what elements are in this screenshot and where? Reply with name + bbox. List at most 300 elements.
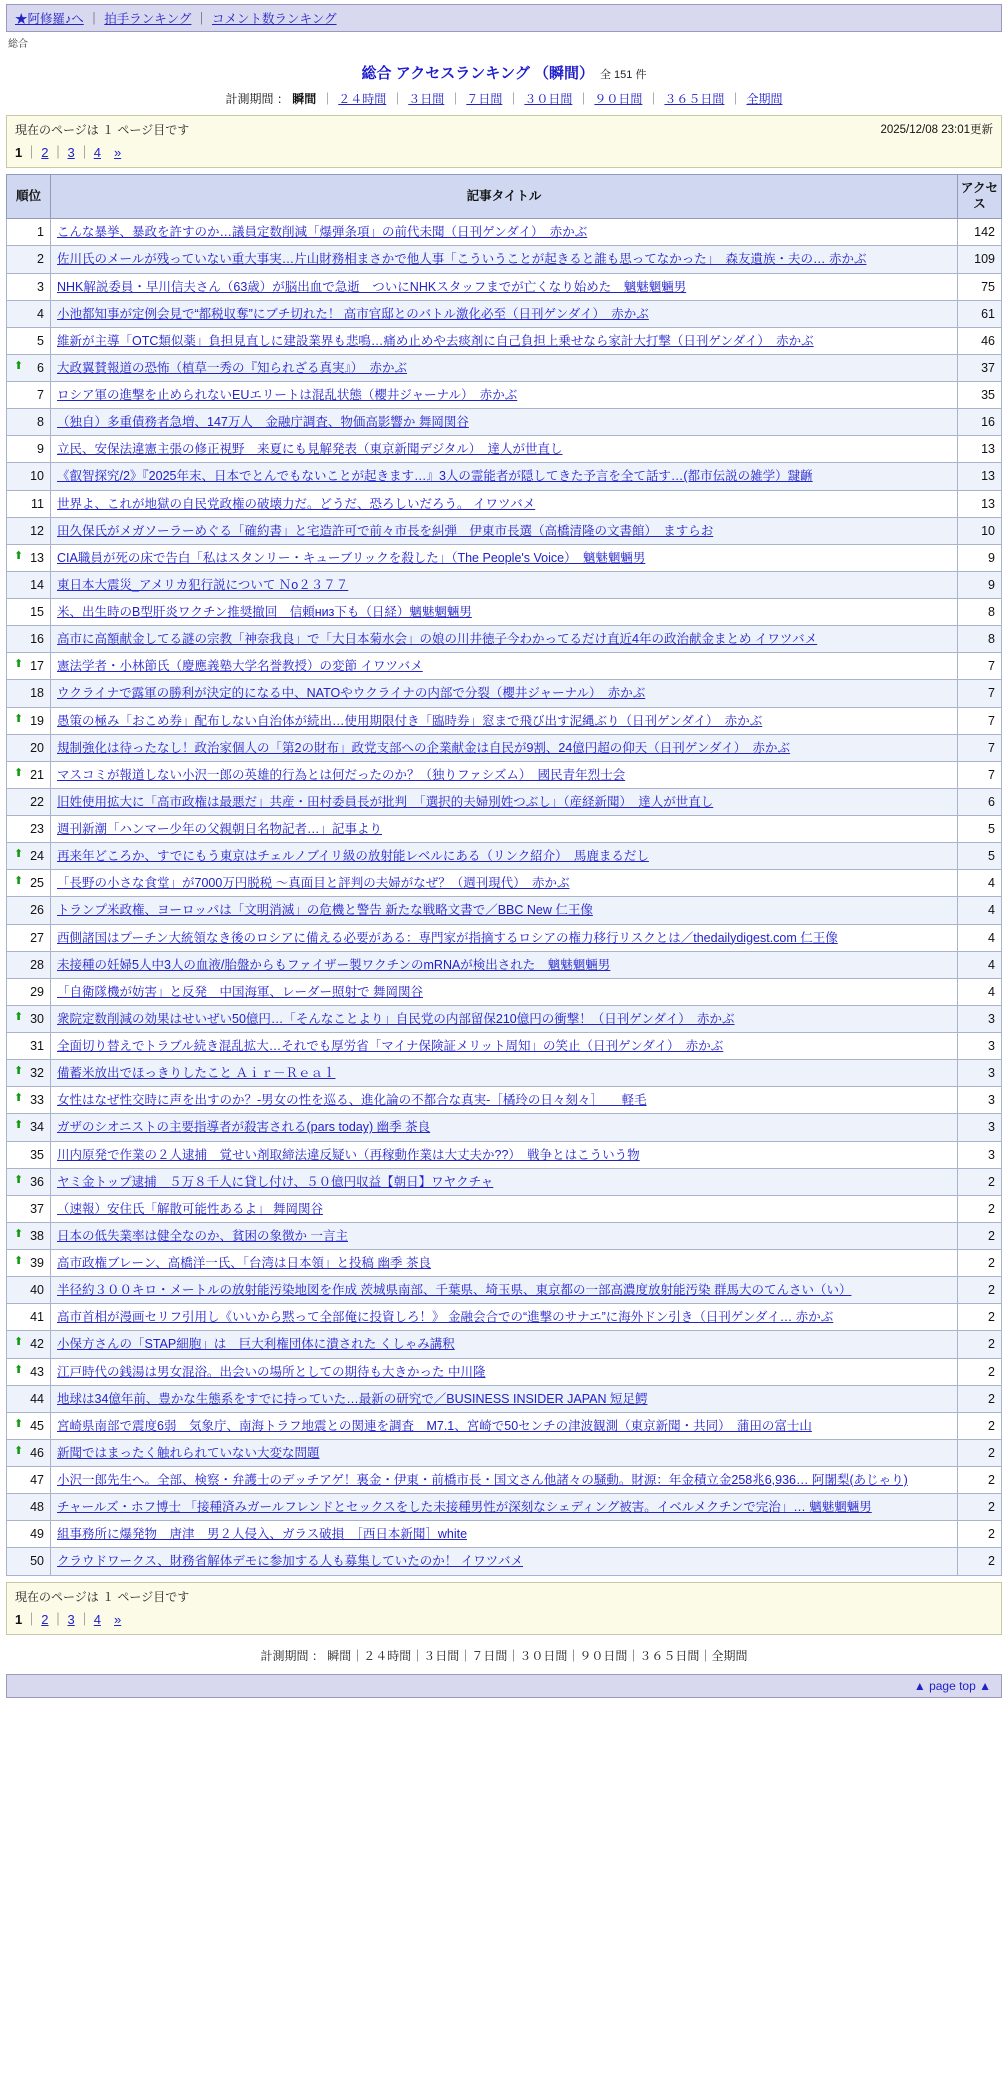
article-link[interactable]: こんな暴挙、暴政を許すのか…議員定数削減「爆弾条項」の前代未聞（日刊ゲンダイ） 赤かぶ <box>57 225 588 240</box>
access-count-cell: 2 <box>958 1439 1002 1466</box>
title-cell <box>51 571 958 598</box>
article-link[interactable]: 憲法学者・小林節氏（慶應義塾大学名誉教授）の変節 イワツバメ <box>57 659 423 674</box>
rank-cell <box>7 1168 51 1195</box>
period-bar-b4: ｜ <box>507 1648 520 1663</box>
rank-cell <box>7 354 51 381</box>
article-link[interactable]: 衆院定数削減の効果はせいぜい50億円…「そんなことより」自民党の内部留保210億円の衝撃！（日刊ゲンダイ） 赤かぶ <box>57 1011 735 1026</box>
rank-cell <box>7 1087 51 1114</box>
rank-number: 13 <box>30 550 44 565</box>
title-cell <box>51 300 958 327</box>
access-count-cell: 7 <box>958 707 1002 734</box>
table-row <box>7 490 1002 517</box>
rank-number: 21 <box>30 767 44 782</box>
rank-number: 4 <box>37 306 44 321</box>
rank-cell <box>7 1060 51 1087</box>
rank-number: 23 <box>30 822 44 836</box>
access-count-cell: 2 <box>958 1277 1002 1304</box>
rank-cell <box>7 1033 51 1060</box>
rank-cell <box>7 1521 51 1548</box>
title-cell <box>51 816 958 843</box>
page-link-2-bottom[interactable]: 2 <box>41 1611 49 1627</box>
rank-cell <box>7 707 51 734</box>
rank-cell <box>7 1005 51 1032</box>
period-option-24h-bottom[interactable]: ２４時間 <box>363 1648 412 1663</box>
page-root <box>0 4 1008 1698</box>
title-cell <box>51 409 958 436</box>
rank-up-arrow-icon: ⬆ <box>14 1092 24 1105</box>
table-row <box>7 219 1002 246</box>
table-row <box>7 1060 1002 1087</box>
rank-number: 5 <box>37 333 44 348</box>
table-row <box>7 1168 1002 1195</box>
article-link[interactable]: 立民、安保法違憲主張の修正視野 来夏にも見解発表（東京新聞デジタル） 達人が世直し <box>57 442 563 457</box>
article-link[interactable]: 《叡智探究/2》『2025年末、日本でとんでもないことが起きます…』3人の霊能者が隠してきた予言を全て話す…(都市伝説の雑学）靆齭 <box>57 469 813 484</box>
rank-number: 37 <box>30 1201 44 1216</box>
period-bar-b6: ｜ <box>627 1648 640 1663</box>
rank-number: 35 <box>30 1147 44 1162</box>
rank-cell <box>7 897 51 924</box>
article-link[interactable]: 「長野の小さな食堂」が7000万円脱税 ～真面目と評判の夫婦がなぜ？（週刊現代） 赤かぶ <box>57 876 570 891</box>
rank-cell <box>7 1114 51 1141</box>
article-link[interactable]: NHK解説委員・早川信夫さん（63歳）が脳出血で急逝 ついにNHKスタッフまでが亡くなり始めた 魑魅魍魎男 <box>57 279 687 294</box>
title-cell <box>51 1521 958 1548</box>
period-bar-t1: ｜ <box>321 92 334 106</box>
access-count-cell: 2 <box>958 1548 1002 1575</box>
title-cell <box>51 1494 958 1521</box>
table-row <box>7 897 1002 924</box>
period-selector-bottom <box>0 1647 1008 1664</box>
title-cell <box>51 924 958 951</box>
rank-cell <box>7 327 51 354</box>
pager-bar-t3: ｜ <box>77 145 91 160</box>
rank-up-arrow-icon: ⬆ <box>14 1336 24 1349</box>
rank-number: 39 <box>30 1256 44 1270</box>
article-link[interactable]: 維新が主導「OTC類似薬」負担見直しに建設業界も悲鳴…痛め止めや去痰剤に自己負担上乗せなら家計大打撃（日刊ゲンダイ） 赤かぶ <box>57 333 814 348</box>
period-bar-t5: ｜ <box>577 92 590 106</box>
rank-cell <box>7 1141 51 1168</box>
access-count-cell: 61 <box>958 300 1002 327</box>
access-count-cell: 9 <box>958 571 1002 598</box>
table-row <box>7 1277 1002 1304</box>
title-cell <box>51 219 958 246</box>
title-cell <box>51 273 958 300</box>
period-option-3d-bottom[interactable]: ３日間 <box>423 1648 460 1663</box>
access-count-cell: 142 <box>958 219 1002 246</box>
table-row <box>7 734 1002 761</box>
table-row <box>7 951 1002 978</box>
rank-up-arrow-icon: ⬆ <box>14 1227 24 1240</box>
article-link[interactable]: ヤミ金トップ逮捕 ５万８千人に貸し付け、５０億円収益【朝日】ワヤクチャ <box>57 1174 494 1189</box>
rank-cell <box>7 1250 51 1277</box>
rank-cell <box>7 246 51 273</box>
period-option-365d-bottom[interactable]: ３６５日間 <box>639 1648 700 1663</box>
rank-cell <box>7 1304 51 1331</box>
rank-number: 41 <box>30 1310 44 1325</box>
access-count-cell: 4 <box>958 924 1002 951</box>
rank-number: 48 <box>30 1500 44 1515</box>
access-count-cell: 75 <box>958 273 1002 300</box>
access-count-cell: 3 <box>958 1033 1002 1060</box>
title-cell <box>51 544 958 571</box>
article-link[interactable]: 江戸時代の銭湯は男女混浴。出会いの場所としての期待も大きかった 中川隆 <box>57 1364 486 1379</box>
title-cell <box>51 626 958 653</box>
access-count-cell: 8 <box>958 626 1002 653</box>
rank-cell <box>7 1331 51 1358</box>
table-row <box>7 544 1002 571</box>
period-bar-b1: ｜ <box>351 1648 364 1663</box>
rank-number: 8 <box>37 415 44 430</box>
rank-cell <box>7 463 51 490</box>
rank-number: 24 <box>30 849 44 864</box>
article-link[interactable]: 地球は34億年前、豊かな生態系をすでに持っていた…最新の研究で／BUSINESS INSIDER JAPAN 短足鰐 <box>57 1391 648 1406</box>
table-row <box>7 327 1002 354</box>
rank-cell <box>7 517 51 544</box>
article-link[interactable]: ガザのシオニストの主要指導者が殺害される(pars today) 幽季 茶良 <box>57 1120 431 1135</box>
article-link[interactable]: ロシア軍の進撃を止められないEUエリートは混乱状態（櫻井ジャーナル） 赤かぶ <box>57 388 518 402</box>
article-link[interactable]: 新聞ではまったく触れられていない大変な問題 <box>57 1445 320 1460</box>
article-link[interactable]: 田久保氏がメガソーラーめぐる「確約書」と宅造許可で前々市長を糾弾 伊東市長選（高橋清隆の文書館） ますらお <box>57 523 714 538</box>
rank-cell <box>7 599 51 626</box>
period-option-90d-top[interactable]: ９０日間 <box>594 92 643 106</box>
nav-separator-1: ｜ <box>87 12 101 26</box>
rank-cell <box>7 1412 51 1439</box>
title-cell <box>51 680 958 707</box>
rank-up-arrow-icon: ⬆ <box>14 1010 24 1023</box>
rank-number: 50 <box>30 1554 44 1569</box>
pagination-top <box>15 142 993 161</box>
rank-number: 34 <box>30 1120 44 1135</box>
rank-number: 32 <box>30 1066 44 1081</box>
article-link[interactable]: 女性はなぜ性交時に声を出すのか？-男女の性を巡る、進化論の不都合な真実-［橘玲の日々刻々］ 軽毛 <box>57 1093 647 1108</box>
table-row <box>7 517 1002 544</box>
table-row <box>7 680 1002 707</box>
article-link[interactable]: 世界よ、これが地獄の自民党政権の破壊力だ。どうだ、恐ろしいだろう。 イワツバメ <box>57 496 536 511</box>
page-link-3-bottom[interactable]: 3 <box>67 1611 75 1627</box>
table-row <box>7 1087 1002 1114</box>
access-count-cell: 37 <box>958 354 1002 381</box>
table-row <box>7 653 1002 680</box>
table-row <box>7 788 1002 815</box>
table-row <box>7 382 1002 409</box>
article-link[interactable]: 愚策の極み「おこめ券」配布しない自治体が続出…使用期限付き「臨時券」窓まで飛び出す泥縄ぶり（日刊ゲンダイ） 赤かぶ <box>57 713 763 728</box>
title-cell <box>51 1331 958 1358</box>
rank-up-arrow-icon: ⬆ <box>14 359 24 372</box>
period-option-30d-top[interactable]: ３０日間 <box>524 92 573 106</box>
rank-number: 6 <box>37 360 44 375</box>
title-cell <box>51 354 958 381</box>
rank-number: 25 <box>30 876 44 891</box>
rank-number: 10 <box>30 469 44 484</box>
article-link[interactable]: 全面切り替えでトラブル続き混乱拡大…それでも厚労省「マイナ保険証メリット周知」の笑止（日刊ゲンダイ） 赤かぶ <box>57 1039 724 1053</box>
table-row <box>7 816 1002 843</box>
article-link[interactable]: マスコミが報道しない小沢一郎の英雄的行為とは何だったのか？（独りファシズム） 國民青年烈士会 <box>57 767 626 782</box>
pager-bar-b2: ｜ <box>51 1611 65 1627</box>
period-option-7d-top[interactable]: ７日間 <box>466 92 503 106</box>
access-count-cell: 9 <box>958 544 1002 571</box>
title-cell <box>51 1195 958 1222</box>
table-row <box>7 1005 1002 1032</box>
table-row <box>7 1114 1002 1141</box>
period-option-3d-top[interactable]: ３日間 <box>408 92 445 106</box>
article-link[interactable]: 半径約３００キロ・メートルの放射能汚染地図を作成 茨城県南部、千葉県、埼玉県、東京都の一部高濃度放射能汚染 群馬大のてんさい（い） <box>57 1283 852 1298</box>
article-link[interactable]: 小池都知事が定例会見で“都税収奪”にブチ切れた！ 高市官邸とのバトル激化必至（日刊ゲンダイ） 赤かぶ <box>57 306 649 321</box>
pager-bar-b3: ｜ <box>77 1611 91 1627</box>
access-count-cell: 2 <box>958 1467 1002 1494</box>
title-cell <box>51 978 958 1005</box>
access-count-cell: 2 <box>958 1358 1002 1385</box>
table-row <box>7 354 1002 381</box>
table-row <box>7 1033 1002 1060</box>
article-link[interactable]: 宮崎県南部で震度6弱 気象庁、南海トラフ地震との関連を調査 M7.1、宮崎で50センチの津波観測（東京新聞・共同） 蒲田の富士山 <box>57 1418 812 1433</box>
table-row <box>7 1222 1002 1249</box>
article-link[interactable]: 佐川氏のメールが残っていない重大事実…片山財務相まさかで他人事「こういうことが起きると誰も思ってなかった」 森友遺族・夫の… 赤かぶ <box>57 252 867 267</box>
table-row <box>7 761 1002 788</box>
access-count-cell: 2 <box>958 1521 1002 1548</box>
rank-number: 2 <box>37 252 44 267</box>
rank-number: 45 <box>30 1418 44 1433</box>
page-link-2-top[interactable]: 2 <box>41 145 49 160</box>
table-row <box>7 300 1002 327</box>
page-link-4-bottom[interactable]: 4 <box>93 1611 101 1627</box>
article-link[interactable]: 西側諸国はプーチン大統領なき後のロシアに備える必要がある：専門家が指摘するロシアの権力移行リスクとは／thedailydigest.com 仁王像 <box>57 930 838 945</box>
access-count-cell: 16 <box>958 409 1002 436</box>
period-bar-t2: ｜ <box>391 92 404 106</box>
rank-cell <box>7 734 51 761</box>
table-row <box>7 626 1002 653</box>
page-link-3-top[interactable]: 3 <box>67 145 75 160</box>
period-selector-top <box>0 90 1008 107</box>
rank-number: 29 <box>30 984 44 999</box>
article-link[interactable]: 高市政権ブレーン、高橋洋一氏、「台湾は日本領」と投稿 幽季 茶良 <box>57 1256 431 1270</box>
title-cell <box>51 517 958 544</box>
title-cell <box>51 1005 958 1032</box>
access-count-cell: 10 <box>958 517 1002 544</box>
title-cell <box>51 599 958 626</box>
rank-number: 22 <box>30 794 44 809</box>
rank-number: 26 <box>30 903 44 918</box>
rank-cell <box>7 1494 51 1521</box>
rank-cell <box>7 1222 51 1249</box>
rank-cell <box>7 1548 51 1575</box>
article-link[interactable]: 「自衛隊機が妨害」と反発 中国海軍、レーダー照射で 舞岡関谷 <box>57 984 423 999</box>
rank-cell <box>7 1277 51 1304</box>
rank-cell <box>7 300 51 327</box>
article-link[interactable]: 米、出生時のB型肝炎ワクチン推奨撤回 信頼низ下も（日経）魑魅魍魎男 <box>57 605 472 619</box>
title-cell <box>51 761 958 788</box>
rank-number: 30 <box>30 1011 44 1026</box>
title-cell <box>51 490 958 517</box>
article-link[interactable]: 東日本大震災_アメリカ犯行説について Ｎo２３７７ <box>57 577 349 592</box>
access-count-cell: 13 <box>958 463 1002 490</box>
table-row <box>7 1304 1002 1331</box>
rank-cell <box>7 436 51 463</box>
period-option-7d-bottom[interactable]: ７日間 <box>471 1648 508 1663</box>
period-option-24h-top[interactable]: ２４時間 <box>338 92 387 106</box>
rank-cell <box>7 490 51 517</box>
article-link[interactable]: 週刊新潮「ハンマー少年の父親朝日名物記者…」記事より <box>57 822 383 836</box>
article-link[interactable]: 川内原発で作業の２人逮捕 覚せい剤取締法違反疑い（再稼動作業は大丈夫か??） 戦争とはこういう物 <box>57 1147 640 1162</box>
rank-number: 7 <box>37 388 44 402</box>
article-link[interactable]: 旧姓使用拡大に「高市政権は最悪だ」共産・田村委員長が批判 「選択的夫婦別姓つぶし」（産経新聞） 達人が世直し <box>57 794 714 809</box>
ranking-table <box>6 174 1002 1576</box>
rank-cell <box>7 1439 51 1466</box>
table-row <box>7 1521 1002 1548</box>
title-cell <box>51 1114 958 1141</box>
rank-cell <box>7 1195 51 1222</box>
nav-link-home[interactable]: ★阿修羅♪へ <box>15 12 84 26</box>
access-count-cell: 7 <box>958 653 1002 680</box>
pager-bar-t2: ｜ <box>51 145 65 160</box>
rank-up-arrow-icon: ⬆ <box>14 1363 24 1376</box>
table-row <box>7 463 1002 490</box>
nav-separator-2: ｜ <box>195 12 208 26</box>
column-header-rank: 順位 <box>7 175 51 219</box>
article-link[interactable]: 小沢一郎先生へ。全部、検察・弁護士のデッチアゲ！裏金・伊東・前橋市長・国文さん他諸々の騒動。財源：年金積立金258兆6,936… 阿闍梨(あじゃり) <box>57 1473 908 1487</box>
rank-number: 38 <box>30 1228 44 1243</box>
article-link[interactable]: 大政翼賛報道の恐怖（植草一秀の『知られざる真実』） 赤かぶ <box>57 360 408 375</box>
access-count-cell: 4 <box>958 951 1002 978</box>
period-option-all-top[interactable]: 全期間 <box>746 92 783 106</box>
rank-cell <box>7 382 51 409</box>
table-row <box>7 1467 1002 1494</box>
access-count-cell: 2 <box>958 1304 1002 1331</box>
rank-up-arrow-icon: ⬆ <box>14 1065 24 1078</box>
article-link[interactable]: 再来年どころか、すでにもう東京はチェルノブイリ級の放射能レベルにある（リンク紹介） 馬鹿まるだし <box>57 849 649 864</box>
table-row <box>7 1195 1002 1222</box>
rank-number: 42 <box>30 1337 44 1352</box>
table-row <box>7 1494 1002 1521</box>
access-count-cell: 7 <box>958 680 1002 707</box>
rank-up-arrow-icon: ⬆ <box>14 549 24 562</box>
access-count-cell: 4 <box>958 978 1002 1005</box>
page-top-link[interactable]: ▲ page top ▲ <box>913 1678 991 1693</box>
rank-number: 1 <box>37 225 44 240</box>
title-cell <box>51 1304 958 1331</box>
table-row <box>7 924 1002 951</box>
rank-number: 28 <box>30 957 44 972</box>
table-row <box>7 1358 1002 1385</box>
table-row <box>7 1439 1002 1466</box>
article-link[interactable]: 組事務所に爆発物 唐津 男２人侵入、ガラス破損 ［西日本新聞］white <box>57 1527 468 1542</box>
article-link[interactable]: （速報）安住氏「解散可能性あるよ」 舞岡関谷 <box>57 1201 323 1216</box>
table-row <box>7 870 1002 897</box>
rank-number: 49 <box>30 1527 44 1542</box>
article-link[interactable]: 小保方さんの「STAP細胞」は 巨大利権団体に潰された くしゃみ講釈 <box>57 1337 455 1352</box>
rank-up-arrow-icon: ⬆ <box>14 1173 24 1186</box>
period-option-90d-bottom[interactable]: ９０日間 <box>579 1648 628 1663</box>
rank-cell <box>7 1358 51 1385</box>
article-link[interactable]: ウクライナで露軍の勝利が決定的になる中、NATOやウクライナの内部で分裂（櫻井ジャーナル） 赤かぶ <box>57 686 646 701</box>
access-count-cell: 3 <box>958 1005 1002 1032</box>
access-count-cell: 4 <box>958 870 1002 897</box>
access-count-cell: 3 <box>958 1141 1002 1168</box>
title-cell <box>51 734 958 761</box>
title-cell <box>51 436 958 463</box>
period-option-365d-top[interactable]: ３６５日間 <box>664 92 725 106</box>
breadcrumb: 総合 <box>8 39 28 50</box>
article-link[interactable]: クラウドワークス、財務省解体デモに参加する人も募集していたのか！ イワツバメ <box>57 1554 523 1569</box>
last-updated-top: 2025/12/08 23:01更新 <box>880 124 993 136</box>
period-option-all-bottom[interactable]: 全期間 <box>711 1648 748 1663</box>
title-cell <box>51 1141 958 1168</box>
title-cell <box>51 1467 958 1494</box>
period-bar-t7: ｜ <box>729 92 742 106</box>
table-row <box>7 1385 1002 1412</box>
rank-number: 27 <box>30 930 44 945</box>
article-link[interactable]: 高市首相が漫画セリフ引用し《いいから黙って全部俺に投資しろ！》 金融会合での“進撃のサナエ”に海外ドン引き（日刊ゲンダイ… 赤かぶ <box>57 1310 834 1325</box>
title-cell <box>51 1358 958 1385</box>
access-count-cell: 7 <box>958 761 1002 788</box>
access-count-cell: 5 <box>958 843 1002 870</box>
table-body <box>7 219 1002 1575</box>
article-link[interactable]: 規制強化は待ったなし！政治家個人の「第2の財布」政党支部への企業献金は自民が9割、24億円超の仰天（日刊ゲンダイ） 赤かぶ <box>57 740 791 755</box>
table-row <box>7 571 1002 598</box>
access-count-cell: 6 <box>958 788 1002 815</box>
access-count-cell: 109 <box>958 246 1002 273</box>
article-link[interactable]: チャールズ・ホフ博士 「接種済みガールフレンドとセックスをした未接種男性が深刻なシェディング被害。イベルメクチンで完治」… 魑魅魍魎男 <box>57 1500 872 1515</box>
rank-number: 16 <box>30 632 44 647</box>
period-option-30d-bottom[interactable]: ３０日間 <box>519 1648 568 1663</box>
total-count: 全 151 件 <box>599 69 647 81</box>
table-row <box>7 1250 1002 1277</box>
access-count-cell: 5 <box>958 816 1002 843</box>
page-title: 総合 アクセスランキング （瞬間） <box>361 65 594 82</box>
period-label-bottom: 計測期間 ： <box>260 1648 324 1663</box>
table-row <box>7 409 1002 436</box>
title-cell <box>51 246 958 273</box>
article-link[interactable]: CIA職員が死の床で告白「私はスタンリー・キューブリックを殺した」（The People's Voice） 魑魅魍魎男 <box>57 550 646 565</box>
article-link[interactable]: トランプ米政権、ヨーロッパは「文明消滅」の危機と警告 新たな戦略文書で／BBC New 仁王像 <box>57 903 593 918</box>
period-bar-b7: ｜ <box>699 1648 712 1663</box>
access-count-cell: 8 <box>958 599 1002 626</box>
rank-cell <box>7 788 51 815</box>
current-page-text-top: 現在のページは １ ページ目です <box>15 123 190 137</box>
page-link-4-top[interactable]: 4 <box>93 145 101 160</box>
access-count-cell: 4 <box>958 897 1002 924</box>
article-link[interactable]: 備蓄米放出でほっきりしたこと Ａｉｒ－Ｒｅａｌ <box>57 1066 336 1081</box>
title-cell <box>51 870 958 897</box>
article-link[interactable]: 日本の低失業率は健全なのか、貧困の象徴か 一言主 <box>57 1228 348 1243</box>
rank-cell <box>7 626 51 653</box>
rank-number: 46 <box>30 1445 44 1460</box>
access-count-cell: 7 <box>958 734 1002 761</box>
rank-up-arrow-icon: ⬆ <box>14 875 24 888</box>
article-link[interactable]: 未接種の妊婦5人中3人の血液/胎盤からもファイザー製ワクチンのmRNAが検出された 魑魅魍魎男 <box>57 957 611 972</box>
access-count-cell: 3 <box>958 1087 1002 1114</box>
rank-cell <box>7 653 51 680</box>
page-next-bottom[interactable]: » <box>114 1611 122 1627</box>
rank-cell <box>7 978 51 1005</box>
access-count-cell: 2 <box>958 1412 1002 1439</box>
rank-number: 12 <box>30 523 44 538</box>
table-row <box>7 1141 1002 1168</box>
nav-link-comment-ranking[interactable]: コメント数ランキング <box>211 12 337 26</box>
period-bar-b5: ｜ <box>567 1648 580 1663</box>
access-count-cell: 13 <box>958 436 1002 463</box>
rank-number: 43 <box>30 1364 44 1379</box>
rank-number: 36 <box>30 1174 44 1189</box>
top-navigation-bar <box>6 4 1002 32</box>
rank-number: 40 <box>30 1283 44 1298</box>
article-link[interactable]: 高市に高額献金してる謎の宗教「神奈我良」で「大日本菊水会」の娘の川井徳子今わかってるだけ直近4年の政治献金まとめ イワツバメ <box>57 632 818 647</box>
rank-cell <box>7 761 51 788</box>
table-row <box>7 436 1002 463</box>
article-link[interactable]: （独自）多重債務者急増、147万人 金融庁調査、物価高影響か 舞岡関谷 <box>57 415 469 430</box>
access-count-cell: 2 <box>958 1331 1002 1358</box>
nav-link-clap-ranking[interactable]: 拍手ランキング <box>104 12 192 26</box>
page-next-top[interactable]: » <box>114 145 122 160</box>
page-info-strip-bottom <box>6 1582 1002 1635</box>
